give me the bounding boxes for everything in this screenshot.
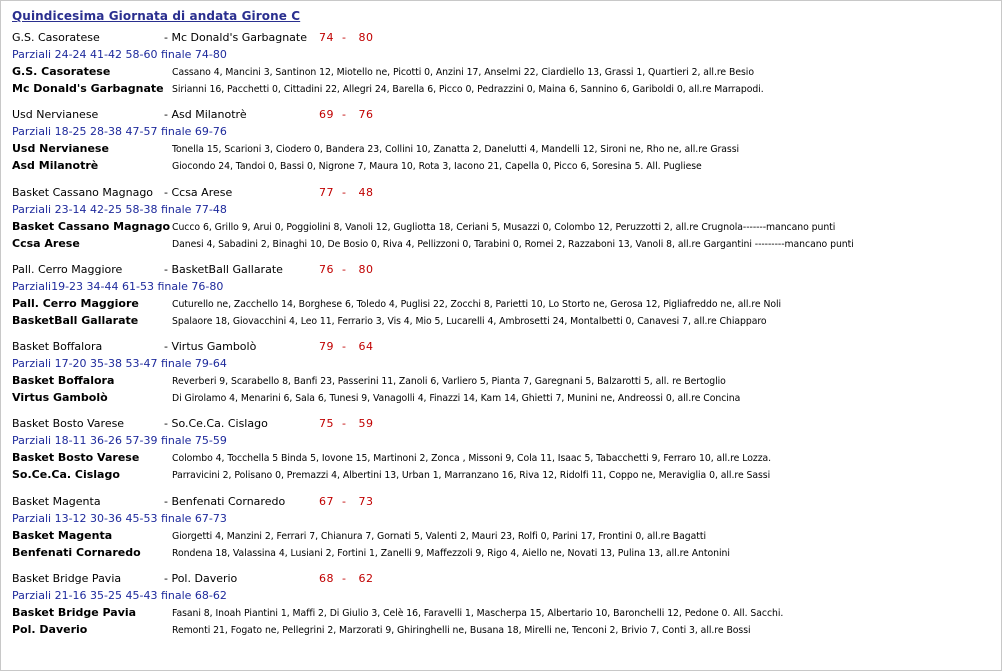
game-block: [1, 263, 1001, 341]
partial-scores: Parziali 17-20 35-38 53-47 finale 79-64: [12, 357, 227, 370]
game-block: [1, 186, 1001, 264]
game-header: [12, 31, 374, 46]
final-score: 76 - 80: [319, 263, 374, 276]
team1-label: Basket Boffalora: [12, 374, 115, 387]
game-header: [12, 572, 374, 587]
team1-label: Usd Nervianese: [12, 142, 109, 155]
final-score: 79 - 64: [319, 340, 374, 353]
team1-roster: Giorgetti 4, Manzini 2, Ferrari 7, Chianura 7, Gornati 5, Valenti 2, Mauri 23, Rolfi 0, Parini 17, Frontini 0, all.re Bagatti: [172, 531, 706, 542]
final-score: 75 - 59: [319, 417, 374, 430]
partial-scores: Parziali 24-24 41-42 58-60 finale 74-80: [12, 48, 227, 61]
final-score: 69 - 76: [319, 108, 374, 121]
game-block: [1, 31, 1001, 109]
home-team-name: Basket Cassano Magnago: [12, 186, 154, 199]
team2-roster: Parravicini 2, Polisano 0, Premazzi 4, Albertini 13, Urban 1, Marranzano 16, Riva 12, Ridolfi 11, Coppo ne, Meraviglia 0, all.re Sassi: [172, 470, 771, 481]
game-header: [12, 108, 374, 123]
away-team-name: - Pol. Daverio: [164, 572, 238, 585]
team2-roster: Di Girolamo 4, Menarini 6, Sala 6, Tunesi 9, Vanagolli 4, Finazzi 14, Kam 14, Ghietti 7, Munini ne, Andreossi 0, all.re Concina: [172, 393, 741, 404]
final-score: 68 - 62: [319, 572, 374, 585]
team2-label: Mc Donald's Garbagnate: [12, 82, 164, 95]
partial-scores: Parziali 18-11 36-26 57-39 finale 75-59: [12, 434, 227, 447]
away-team-name: - Asd Milanotrè: [164, 108, 247, 121]
game-header: [12, 186, 374, 201]
home-team-name: Basket Bridge Pavia: [12, 572, 122, 585]
partial-scores: Parziali 23-14 42-25 58-38 finale 77-48: [12, 203, 227, 216]
team2-roster: Danesi 4, Sabadini 2, Binaghi 10, De Bosio 0, Riva 4, Pellizzoni 0, Tarabini 0, Romei 2, Razzaboni 13, Vanoli 8, all.re Gargantini ---------mancano punti: [172, 239, 854, 250]
away-team-name: - Benfenati Cornaredo: [164, 495, 286, 508]
team2-label: Virtus Gambolò: [12, 391, 108, 404]
team1-roster: Colombo 4, Tocchella 5 Binda 5, Iovone 15, Martinoni 2, Zonca , Missoni 9, Cola 11, Isaac 5, Tabacchetti 9, Ferraro 10, all.re Lozza.: [172, 453, 772, 464]
team2-label: BasketBall Gallarate: [12, 314, 139, 327]
team1-roster: Cassano 4, Mancini 3, Santinon 12, Miotello ne, Picotti 0, Anzini 17, Anselmi 22, Ciardiello 13, Grassi 1, Quartieri 2, all.re Besio: [172, 67, 754, 78]
game-block: [1, 417, 1001, 495]
team1-roster: Cucco 6, Grillo 9, Arui 0, Poggiolini 8, Vanoli 12, Gugliotta 18, Ceriani 5, Musazzi 0, Colombo 12, Peruzzotti 2, all.re Crugnola-------mancano punti: [172, 222, 836, 233]
game-header: [12, 263, 374, 278]
team2-roster: Spalaore 18, Giovacchini 4, Leo 11, Ferrario 3, Vis 4, Mio 5, Lucarelli 4, Ambrosetti 24, Montalbetti 0, Canavesi 7, all.re Chiapparo: [172, 316, 767, 327]
home-team-name: G.S. Casoratese: [12, 31, 100, 44]
away-team-name: - So.Ce.Ca. Cislago: [164, 417, 268, 430]
team2-roster: Remonti 21, Fogato ne, Pellegrini 2, Marzorati 9, Ghiringhelli ne, Busana 18, Mirelli ne, Tenconi 2, Brivio 7, Conti 3, all.re Bossi: [172, 625, 751, 636]
team1-roster: Fasani 8, Inoah Piantini 1, Maffi 2, Di Giulio 3, Celè 16, Faravelli 1, Mascherpa 15, Albertario 10, Baronchelli 12, Pedone 0. All. Sacchi.: [172, 608, 784, 619]
team2-label: Ccsa Arese: [12, 237, 80, 250]
team2-roster: Giocondo 24, Tandoi 0, Bassi 0, Nigrone 7, Maura 10, Rota 3, Iacono 21, Capella 0, Picco 6, Soresina 5. All. Pugliese: [172, 161, 702, 172]
home-team-name: Pall. Cerro Maggiore: [12, 263, 123, 276]
team2-label: Asd Milanotrè: [12, 159, 99, 172]
partial-scores: Parziali19-23 34-44 61-53 finale 76-80: [12, 280, 224, 293]
final-score: 67 - 73: [319, 495, 374, 508]
away-team-name: - Ccsa Arese: [164, 186, 233, 199]
partial-scores: Parziali 18-25 28-38 47-57 finale 69-76: [12, 125, 227, 138]
away-team-name: - Mc Donald's Garbagnate: [164, 31, 307, 44]
game-block: [1, 108, 1001, 186]
home-team-name: Basket Boffalora: [12, 340, 103, 353]
team2-label: So.Ce.Ca. Cislago: [12, 468, 120, 481]
partial-scores: Parziali 13-12 30-36 45-53 finale 67-73: [12, 512, 227, 525]
final-score: 77 - 48: [319, 186, 374, 199]
home-team-name: Basket Bosto Varese: [12, 417, 125, 430]
team2-label: Benfenati Cornaredo: [12, 546, 141, 559]
away-team-name: - Virtus Gambolò: [164, 340, 257, 353]
team1-label: G.S. Casoratese: [12, 65, 111, 78]
game-block: [1, 572, 1001, 650]
home-team-name: Usd Nervianese: [12, 108, 99, 121]
team1-label: Basket Cassano Magnago: [12, 220, 171, 233]
page-title[interactable]: Quindicesima Giornata di andata Girone C: [12, 9, 301, 23]
game-header: [12, 340, 374, 355]
game-header: [12, 417, 374, 432]
team2-roster: Sirianni 16, Pacchetti 0, Cittadini 22, Allegri 24, Barella 6, Picco 0, Pedrazzini 0, Maina 6, Sannino 6, Gariboldi 0, all.re Marrapodi.: [172, 84, 764, 95]
team1-roster: Tonella 15, Scarioni 3, Ciodero 0, Bandera 23, Collini 10, Zanatta 2, Danelutti 4, Mandelli 12, Sironi ne, Rho ne, all.re Grassi: [172, 144, 740, 155]
team2-roster: Rondena 18, Valassina 4, Lusiani 2, Fortini 1, Zanelli 9, Maffezzoli 9, Rigo 4, Aiello ne, Novati 13, Pulina 13, all.re Antonini: [172, 548, 730, 559]
away-team-name: - BasketBall Gallarate: [164, 263, 283, 276]
game-block: [1, 495, 1001, 573]
team1-label: Basket Magenta: [12, 529, 113, 542]
team1-label: Basket Bridge Pavia: [12, 606, 137, 619]
team1-roster: Cuturello ne, Zacchello 14, Borghese 6, Toledo 4, Puglisi 22, Zocchi 8, Parietti 10, Lo Storto ne, Gerosa 12, Pigliafreddo ne, all.re Noli: [172, 299, 782, 310]
game-header: [12, 495, 374, 510]
home-team-name: Basket Magenta: [12, 495, 101, 508]
partial-scores: Parziali 21-16 35-25 45-43 finale 68-62: [12, 589, 227, 602]
team1-label: Basket Bosto Varese: [12, 451, 140, 464]
team2-label: Pol. Daverio: [12, 623, 88, 636]
game-block: [1, 340, 1001, 418]
team1-roster: Reverberi 9, Scarabello 8, Banfi 23, Passerini 11, Zanoli 6, Varliero 5, Pianta 7, Garegnani 5, Balzarotti 5, all. re Bertoglio: [172, 376, 726, 387]
team1-label: Pall. Cerro Maggiore: [12, 297, 139, 310]
final-score: 74 - 80: [319, 31, 374, 44]
